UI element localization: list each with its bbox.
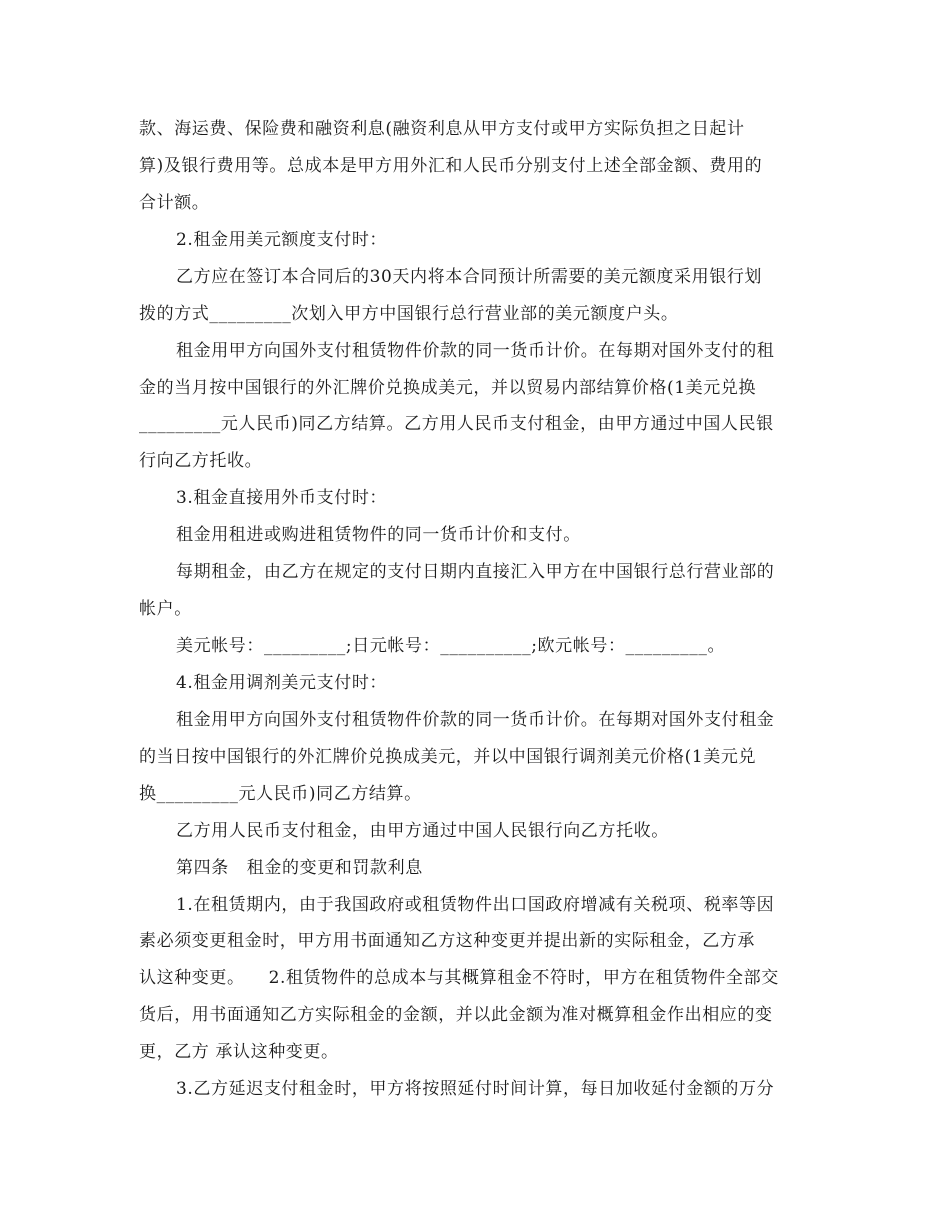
text-line: 租金用甲方向国外支付租赁物件价款的同一货币计价。在每期对国外支付的租 — [176, 341, 775, 361]
text-line: 金的当月按中国银行的外汇牌价兑换成美元，并以贸易内部结算价格(1美元兑换 — [139, 378, 757, 398]
text-line: 帐户。 — [139, 599, 192, 619]
text-line: 每期租金，由乙方在规定的支付日期内直接汇入甲方在中国银行总行营业部的 — [176, 562, 775, 582]
text-line: 素必须变更租金时，甲方用书面通知乙方这种变更并提出新的实际租金，乙方承 — [139, 931, 755, 951]
text-line: 乙方应在签订本合同后的30天内将本合同预计所需要的美元额度采用银行划 — [176, 267, 763, 287]
text-line: 1.在租赁期内，由于我国政府或租赁物件出口国政府增减有关税项、税率等因 — [176, 895, 775, 915]
text-line: _________元人民币)同乙方结算。乙方用人民币支付租金，由甲方通过中国人民银 — [139, 414, 774, 434]
text-line: 算)及银行费用等。总成本是甲方用外汇和人民币分别支付上述全部金额、费用的 — [139, 156, 763, 176]
text-line: 货后，用书面通知乙方实际租金的金额，并以此金额为准对概算租金作出相应的变 — [139, 1005, 773, 1025]
text-line: 合计额。 — [139, 193, 210, 213]
text-line: 3.乙方延迟支付租金时，甲方将按照延付时间计算，每日加收延付金额的万分 — [176, 1079, 775, 1099]
account-numbers: 美元帐号：_________;日元帐号：__________;欧元帐号：_________。 — [176, 636, 726, 656]
section-heading: 2.租金用美元额度支付时： — [176, 230, 388, 250]
text-line: 租金用甲方向国外支付租赁物件价款的同一货币计价。在每期对国外支付租金 — [176, 710, 775, 730]
text-line: 乙方用人民币支付租金，由甲方通过中国人民银行向乙方托收。 — [176, 821, 669, 841]
text-line: 租金用租进或购进租赁物件的同一货币计价和支付。 — [176, 525, 581, 545]
article-heading: 第四条 租金的变更和罚款利息 — [176, 858, 423, 878]
text-line: 行向乙方托收。 — [139, 451, 263, 471]
text-line: 款、海运费、保险费和融资利息(融资利息从甲方支付或甲方实际负担之日起计 — [139, 119, 745, 139]
section-heading: 4.租金用调剂美元支付时： — [176, 673, 388, 693]
text-line: 换_________元人民币)同乙方结算。 — [139, 784, 422, 804]
section-heading: 3.租金直接用外币支付时： — [176, 488, 388, 508]
text-line: 认这种变更。 2.租赁物件的总成本与其概算租金不符时，甲方在租赁物件全部交 — [139, 968, 779, 988]
text-line: 的当日按中国银行的外汇牌价兑换成美元，并以中国银行调剂美元价格(1美元兑 — [139, 747, 757, 767]
text-line: 拨的方式_________次划入甲方中国银行总行营业部的美元额度户头。 — [139, 304, 679, 324]
text-line: 更，乙方 承认这种变更。 — [139, 1042, 339, 1062]
